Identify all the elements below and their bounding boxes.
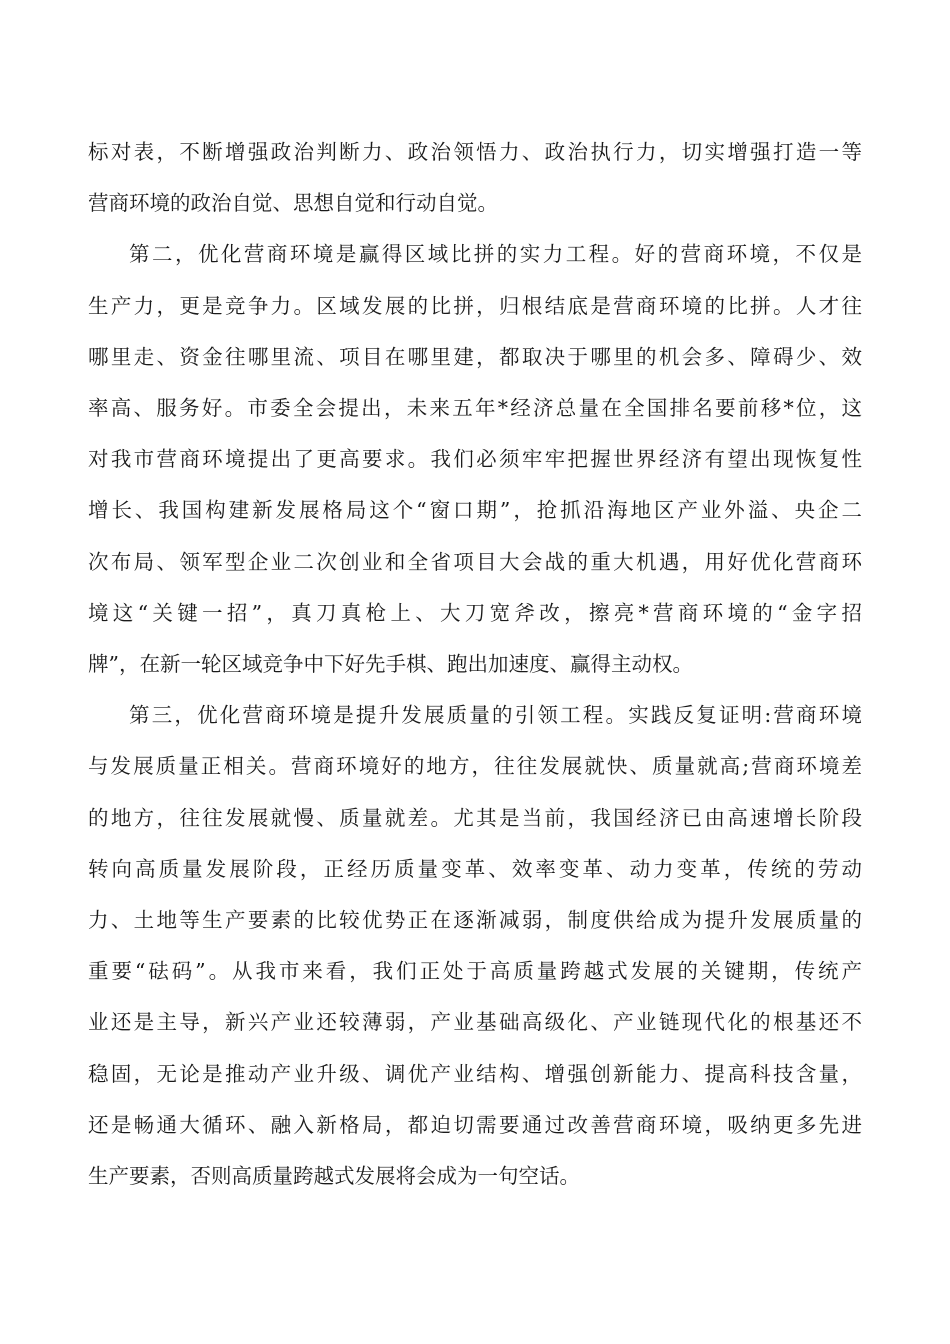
- text-line: 牌”，在新一轮区域竞争中下好先手棋、跑出加速度、赢得主动权。: [88, 652, 693, 677]
- text-line: 重要“砝码”。从我市来看，我们正处于高质量跨越式发展的关键期，传统产: [88, 959, 862, 984]
- text-line: 哪里走、资金往哪里流、项目在哪里建，都取决于哪里的机会多、障碍少、效: [88, 344, 862, 369]
- text-line: 率高、服务好。市委全会提出，未来五年*经济总量在全国排名要前移*位，这: [88, 396, 862, 421]
- text-line: 第二，优化营商环境是赢得区域比拼的实力工程。好的营商环境，不仅是: [129, 242, 862, 267]
- paragraph-1: [88, 127, 862, 229]
- text-line: 标对表，不断增强政治判断力、政治领悟力、政治执行力，切实增强打造一等: [88, 140, 862, 164]
- text-line: 对我市营商环境提出了更高要求。我们必须牢牢把握世界经济有望出现恢复性: [88, 447, 862, 472]
- text-line: 的地方，往往发展就慢、质量就差。尤其是当前，我国经济已由高速增长阶段: [88, 805, 862, 830]
- text-line: 与发展质量正相关。营商环境好的地方，往往发展就快、质量就高;营商环境差: [88, 754, 862, 779]
- text-line: 稳固，无论是推动产业升级、调优产业结构、增强创新能力、提高科技含量，: [88, 1061, 862, 1086]
- text-line: 生产力，更是竞争力。区域发展的比拼，归根结底是营商环境的比拼。人才往: [88, 293, 862, 318]
- document-body: [88, 127, 862, 1202]
- text-line: 第三，优化营商环境是提升发展质量的引领工程。实践反复证明:营商环境: [129, 703, 862, 728]
- paragraph-3: [88, 690, 862, 1202]
- text-line: 转向高质量发展阶段，正经历质量变革、效率变革、动力变革，传统的劳动: [88, 856, 862, 881]
- paragraph-2: [88, 229, 862, 690]
- text-line: 生产要素，否则高质量跨越式发展将会成为一句空话。: [88, 1164, 580, 1189]
- text-line: 业还是主导，新兴产业还较薄弱，产业基础高级化、产业链现代化的根基还不: [88, 1010, 862, 1035]
- text-line: 境这“关键一招”，真刀真枪上、大刀宽斧改，擦亮*营商环境的“金字招: [88, 600, 862, 625]
- text-line: 增长、我国构建新发展格局这个“窗口期”，抢抓沿海地区产业外溢、央企二: [88, 498, 862, 523]
- text-line: 营商环境的政治自觉、思想自觉和行动自觉。: [88, 191, 498, 216]
- text-line: 次布局、领军型企业二次创业和全省项目大会战的重大机遇，用好优化营商环: [88, 549, 862, 574]
- text-line: 还是畅通大循环、融入新格局，都迫切需要通过改善营商环境，吸纳更多先进: [88, 1112, 862, 1137]
- text-line: 力、土地等生产要素的比较优势正在逐渐减弱，制度供给成为提升发展质量的: [88, 908, 862, 933]
